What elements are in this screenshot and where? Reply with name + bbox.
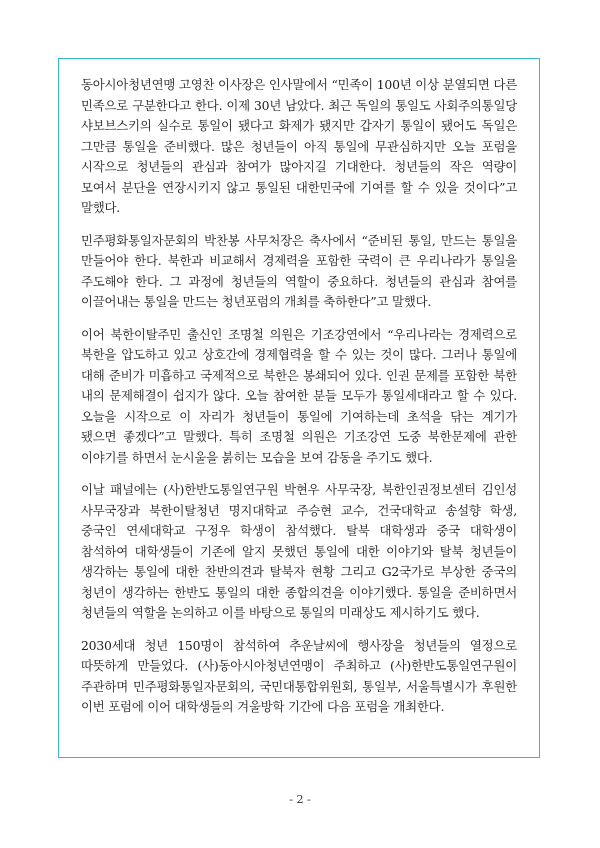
paragraph-closing: 2030세대 청년 150명이 참석하여 추운날씨에 행사장을 청년들의 열정으로 따뜻하게 만들었다. (사)동아시아청년연맹이 주최하고 (사)한반도통일연구원이 주관하며 민주평화통일자문회의, 국민대통합위원회, 통일부, 서울특별시가 후원한 이번 포럼에 이어 대학생들의 겨울방학 기간에 다음 포럼을 개최한다. bbox=[81, 637, 517, 714]
paragraph-keynote-speech: 이어 북한이탈주민 출신인 조명철 의원은 기조강연에서 “우리나라는 경제력으로 북한을 압도하고 있고 상호간에 경제협력을 할 수 있는 것이 많다. 그러나 통일에 대해 준비가 미흡하고 국제적으로 북한은 봉쇄되어 있다. 인권 문제를 포함한 북한 내의 문제해결이 쉽지가 않다. 오늘 참여한 분들 모두가 통일세대라고 할 수 있다. 오늘을 시작으로 이 자리가 청년들이 통일에 기여하는데 초석을 닦는 계기가 됐으면 좋겠다”고 말했다. 특히 조명철 의원은 기조강연 도중 북한문제에 관한 이야기를 하면서 눈시울을 붉히는 모습을 보여 감동을 주기도 했다. bbox=[81, 326, 517, 465]
paragraph-panel: 이날 패널에는 (사)한반도통일연구원 박현우 사무국장, 북한인권정보센터 김인성 사무국장과 북한이탈청년 명지대학교 주승현 교수, 건국대학교 송설향 학생, 중국인 연세대학교 구정우 학생이 참석했다. 탈북 대학생과 중국 대학생이 참석하여 대학생들이 기존에 알지 못했던 통일에 대한 이야기와 탈북 청년들이 생각하는 통일에 대한 찬반의견과 탈북자 현황 그리고 G2국가로 부상한 중국의 청년이 생각하는 한반도 통일의 대한 종합의견을 이야기했다. 통일을 준비하면서 청년들의 역할을 논의하고 이를 바탕으로 통일의 미래상도 제시하기도 했다. bbox=[81, 482, 517, 620]
paragraph-greeting: 동아시아청년연맹 고영찬 이사장은 인사말에서 “민족이 100년 이상 분열되면 다른 민족으로 구분한다고 한다. 이제 30년 남았다. 최근 독일의 통일도 사회주의통일당 샤보브스키의 실수로 통일이 됐다고 화제가 됐지만 갑자기 통일이 됐어도 독일은 그만큼 통일을 준비했다. 많은 청년들이 아직 통일에 무관심하지만 오늘 포럼을 시작으로 청년들의 관심과 참여가 많아지길 기대한다. 청년들의 작은 역량이 모여서 분단을 연장시키지 않고 통일된 대한민국에 기여를 할 수 있을 것이다”고 말했다. bbox=[81, 77, 517, 215]
page-number: - 2 - bbox=[289, 793, 311, 806]
article-frame bbox=[58, 58, 540, 758]
paragraph-congratulatory-speech: 민주평화통일자문회의 박찬봉 사무처장은 축사에서 “준비된 통일, 만드는 통일을 만들어야 한다. 북한과 비교해서 경제력을 포함한 국력이 큰 우리나라가 통일을 주도해야 한다. 그 과정에 청년들의 역할이 중요하다. 청년들의 관심과 참여를 이끌어내는 통일을 만드는 청년포럼의 개최를 축하한다”고 말했다. bbox=[81, 232, 517, 309]
